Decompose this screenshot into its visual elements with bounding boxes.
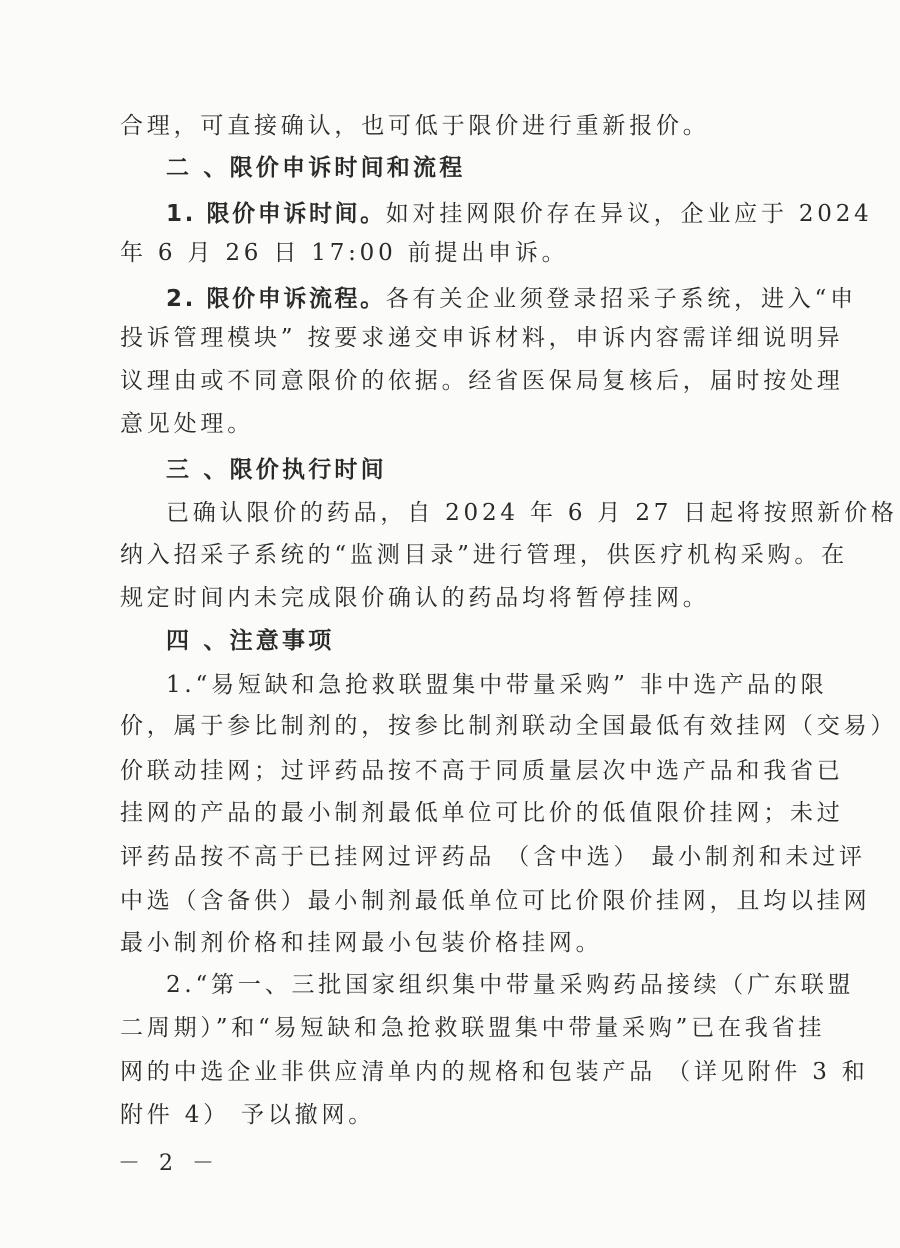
- section-heading-2: 二 、限价申诉时间和流程: [166, 155, 466, 181]
- paragraph-text: 如对挂网限价存在异议，企业应于 2024: [385, 201, 873, 227]
- paragraph-line: 2.“第一、三批国家组织集中带量采购药品接续（广东联盟: [166, 972, 855, 998]
- paragraph-line: 价联动挂网；过评药品按不高于同质量层次中选产品和我省已: [120, 758, 844, 784]
- paragraph-line: 已确认限价的药品，自 2024 年 6 月 27 日起将按照新价格: [166, 500, 898, 526]
- paragraph-line: 意见处理。: [120, 411, 254, 437]
- paragraph-line: 附件 4） 予以撤网。: [120, 1102, 376, 1128]
- paragraph-line: 中选（含备供）最小制剂最低单位可比价限价挂网，且均以挂网: [120, 888, 871, 914]
- paragraph-line: 1.“易短缺和急抢救联盟集中带量采购” 非中选产品的限: [166, 672, 828, 698]
- paragraph-text: 各有关企业须登录招采子系统，进入“申: [385, 286, 857, 312]
- paragraph-line: 议理由或不同意限价的依据。经省医保局复核后，届时按处理: [120, 368, 844, 394]
- paragraph-line: 合理，可直接确认，也可低于限价进行重新报价。: [120, 113, 710, 139]
- paragraph-line: 年 6 月 26 日 17:00 前提出申诉。: [120, 240, 569, 266]
- paragraph-line: 挂网的产品的最小制剂最低单位可比价的低值限价挂网；未过: [120, 800, 844, 826]
- page-number: － 2 －: [118, 1151, 220, 1176]
- paragraph-line: 评药品按不高于已挂网过评药品 （含中选） 最小制剂和未过评: [120, 844, 866, 870]
- paragraph-line: 最小制剂价格和挂网最小包装价格挂网。: [120, 930, 603, 956]
- paragraph-line: 投诉管理模块” 按要求递交申诉材料，申诉内容需详细说明异: [120, 325, 844, 351]
- paragraph-line: [166, 284, 857, 314]
- paragraph-line: 纳入招采子系统的“监测目录”进行管理，供医疗机构采购。在: [120, 542, 848, 568]
- paragraph-line: [166, 199, 873, 229]
- paragraph-line: 规定时间内未完成限价确认的药品均将暂停挂网。: [120, 585, 710, 611]
- paragraph-line: 网的中选企业非供应清单内的规格和包装产品 （详见附件 3 和: [120, 1059, 869, 1085]
- section-heading-3: 三 、限价执行时间: [166, 457, 387, 483]
- paragraph-line: 二周期）”和“易短缺和急抢救联盟集中带量采购”已在我省挂: [120, 1015, 826, 1041]
- subheading-bold: 2. 限价申诉流程。: [166, 286, 386, 312]
- paragraph-line: 价，属于参比制剂的，按参比制剂联动全国最低有效挂网（交易）: [120, 713, 898, 739]
- section-heading-4: 四 、注意事项: [166, 628, 335, 654]
- subheading-bold: 1. 限价申诉时间。: [166, 201, 386, 227]
